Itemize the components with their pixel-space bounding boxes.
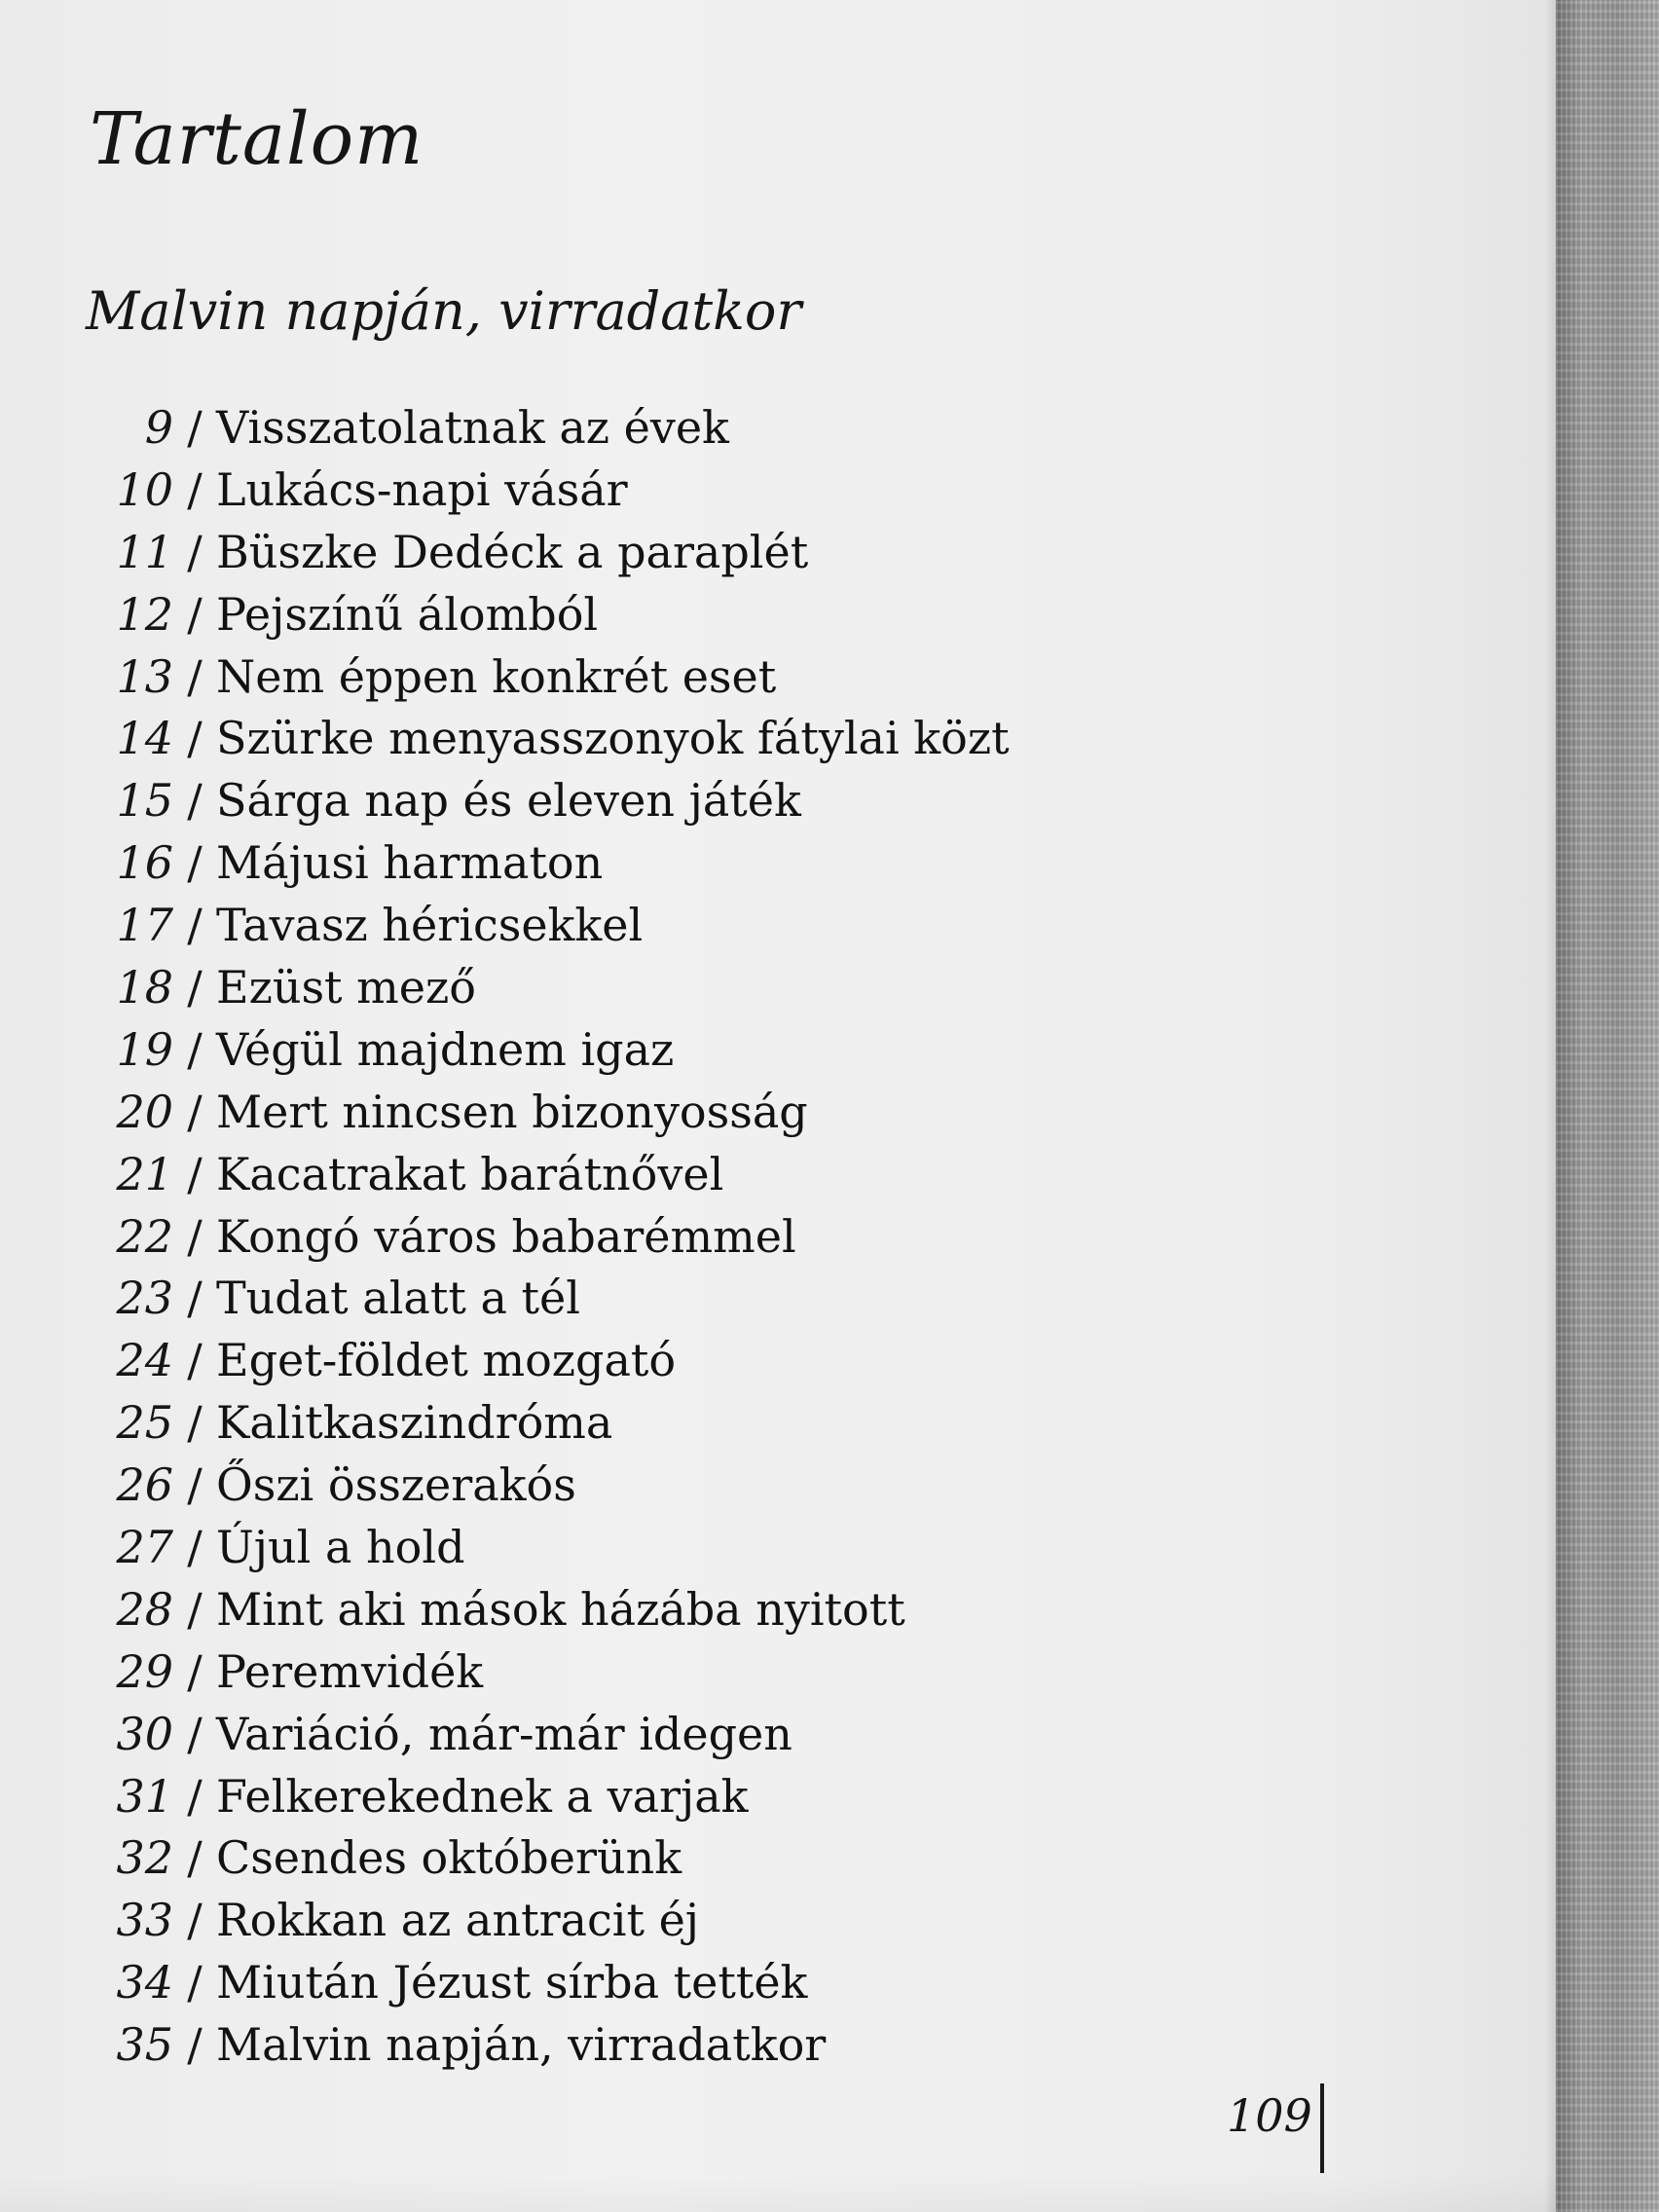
toc-entry: [0, 836, 1071, 899]
toc-entry-separator: /: [187, 836, 203, 890]
toc-entry-page: 33: [116, 1894, 173, 1947]
toc-entry-separator: /: [187, 1894, 203, 1947]
toc-entry-page: 30: [116, 1707, 173, 1760]
toc-entry: [0, 1770, 1071, 1832]
toc-entry-title: Újul a hold: [216, 1521, 465, 1574]
toc-entry: [0, 712, 1071, 774]
toc-entry-page: 27: [116, 1521, 173, 1574]
section-title: Malvin napján, virradatkor: [86, 280, 802, 342]
toc-entry-separator: /: [187, 1209, 203, 1263]
toc-entry: [0, 1894, 1071, 1956]
toc-entry-title: Felkerekednek a varjak: [216, 1769, 749, 1823]
toc-entry: [0, 650, 1071, 713]
toc-entry-page: 35: [116, 2018, 173, 2072]
toc-entry-separator: /: [187, 774, 203, 828]
toc-entry-separator: /: [187, 961, 203, 1014]
toc-entry: [0, 1148, 1071, 1210]
toc-entry: [0, 463, 1071, 526]
toc-entry-title: Tudat alatt a tél: [216, 1272, 580, 1325]
page-number-rule: [1320, 2083, 1324, 2173]
toc-entry-page: 17: [116, 899, 173, 952]
toc-entry-title: Sárga nap és eleven játék: [216, 774, 801, 828]
toc-entry-title: Miután Jézust sírba tették: [216, 1956, 808, 2009]
page-bottom-shade: [0, 2173, 1556, 2212]
toc-entry-title: Lukács-napi vásár: [216, 462, 628, 516]
toc-entry-separator: /: [187, 1458, 203, 1512]
toc-entry-title: Tavasz héricsekkel: [216, 899, 644, 952]
toc-entry-separator: /: [187, 1831, 203, 1885]
toc-entry-title: Nem éppen konkrét eset: [216, 649, 777, 703]
toc-entry-page: 14: [116, 712, 173, 765]
toc-entry-page: 12: [116, 587, 173, 641]
toc-entry: [0, 1210, 1071, 1272]
toc-entry-separator: /: [187, 1769, 203, 1823]
toc-entry: [0, 588, 1071, 650]
toc-entry-title: Őszi összerakós: [216, 1458, 576, 1512]
toc-entry: [0, 1396, 1071, 1458]
toc-entry-page: 32: [116, 1831, 173, 1885]
toc-entry-title: Májusi harmaton: [216, 836, 604, 890]
toc-entry-separator: /: [187, 2018, 203, 2072]
toc-entry-separator: /: [187, 1521, 203, 1574]
toc-entry-page: 29: [116, 1644, 173, 1698]
toc-entry-title: Malvin napján, virradatkor: [216, 2018, 827, 2072]
toc-entry: [0, 1521, 1071, 1583]
toc-entry: [0, 774, 1071, 836]
toc-entry-title: Csendes októberünk: [216, 1831, 682, 1885]
toc-entry-separator: /: [187, 1956, 203, 2009]
toc-entry-separator: /: [187, 462, 203, 516]
table-of-contents: [0, 401, 1071, 2081]
toc-entry-title: Mint aki mások házába nyitott: [216, 1582, 905, 1636]
toc-entry-separator: /: [187, 587, 203, 641]
toc-entry: [0, 1023, 1071, 1086]
toc-entry-title: Pejszínű álomból: [216, 587, 599, 641]
toc-entry: [0, 1645, 1071, 1708]
toc-entry-page: 19: [116, 1022, 173, 1076]
book-binding: [1556, 0, 1659, 2212]
toc-entry: [0, 1334, 1071, 1396]
toc-entry: [0, 1708, 1071, 1770]
toc-entry-title: Kacatrakat barátnővel: [216, 1147, 724, 1200]
toc-entry-separator: /: [187, 1085, 203, 1138]
toc-entry-title: Szürke menyasszonyok fátylai közt: [216, 712, 1010, 765]
toc-entry-title: Végül majdnem igaz: [216, 1022, 675, 1076]
toc-entry-page: 15: [116, 774, 173, 828]
toc-entry-page: 31: [116, 1769, 173, 1823]
toc-entry-separator: /: [187, 401, 203, 454]
toc-entry-page: 18: [116, 961, 173, 1014]
toc-entry-page: 21: [116, 1147, 173, 1200]
toc-entry-separator: /: [187, 1272, 203, 1325]
toc-entry: [0, 2018, 1071, 2081]
toc-entry-separator: /: [187, 1334, 203, 1387]
toc-entry-page: 22: [116, 1209, 173, 1263]
page-number: 109: [1227, 2089, 1312, 2142]
toc-entry-page: 11: [116, 525, 173, 578]
toc-entry: [0, 1831, 1071, 1894]
toc-entry-separator: /: [187, 1147, 203, 1200]
toc-entry-separator: /: [187, 1644, 203, 1698]
toc-entry-page: 10: [116, 462, 173, 516]
toc-entry-title: Büszke Dedéck a paraplét: [216, 525, 809, 578]
toc-entry-page: 34: [116, 1956, 173, 2009]
toc-entry-separator: /: [187, 525, 203, 578]
toc-entry-title: Mert nincsen bizonyosság: [216, 1085, 808, 1138]
toc-entry-title: Kongó város babarémmel: [216, 1209, 796, 1263]
toc-entry-title: Eget-földet mozgató: [216, 1334, 677, 1387]
toc-entry-separator: /: [187, 899, 203, 952]
toc-entry-separator: /: [187, 1707, 203, 1760]
toc-entry: [0, 1086, 1071, 1148]
toc-entry: [0, 1272, 1071, 1334]
toc-entry-page: 16: [116, 836, 173, 890]
toc-entry: [0, 961, 1071, 1023]
toc-entry-separator: /: [187, 1582, 203, 1636]
toc-entry-page: 25: [116, 1396, 173, 1450]
toc-entry-title: Visszatolatnak az évek: [216, 401, 729, 454]
page-title: Tartalom: [90, 97, 424, 181]
toc-entry-title: Peremvidék: [216, 1644, 484, 1698]
toc-entry-page: 26: [116, 1458, 173, 1512]
toc-entry-page: 28: [116, 1582, 173, 1636]
toc-entry: [0, 899, 1071, 961]
toc-entry-separator: /: [187, 1022, 203, 1076]
toc-entry-separator: /: [187, 712, 203, 765]
toc-entry-title: Variáció, már-már idegen: [216, 1707, 793, 1760]
toc-entry-title: Kalitkaszindróma: [216, 1396, 613, 1450]
toc-entry: [0, 401, 1071, 463]
toc-entry-page: 24: [116, 1334, 173, 1387]
toc-entry-title: Ezüst mező: [216, 961, 476, 1014]
toc-entry-separator: /: [187, 649, 203, 703]
toc-entry-page: 9: [144, 401, 173, 454]
toc-entry-separator: /: [187, 1396, 203, 1450]
toc-entry: [0, 1956, 1071, 2018]
toc-entry-page: 23: [116, 1272, 173, 1325]
toc-entry-page: 13: [116, 649, 173, 703]
toc-entry: [0, 526, 1071, 588]
toc-entry-title: Rokkan az antracit éj: [216, 1894, 700, 1947]
toc-entry-page: 20: [116, 1085, 173, 1138]
toc-entry: [0, 1458, 1071, 1521]
toc-entry: [0, 1583, 1071, 1645]
